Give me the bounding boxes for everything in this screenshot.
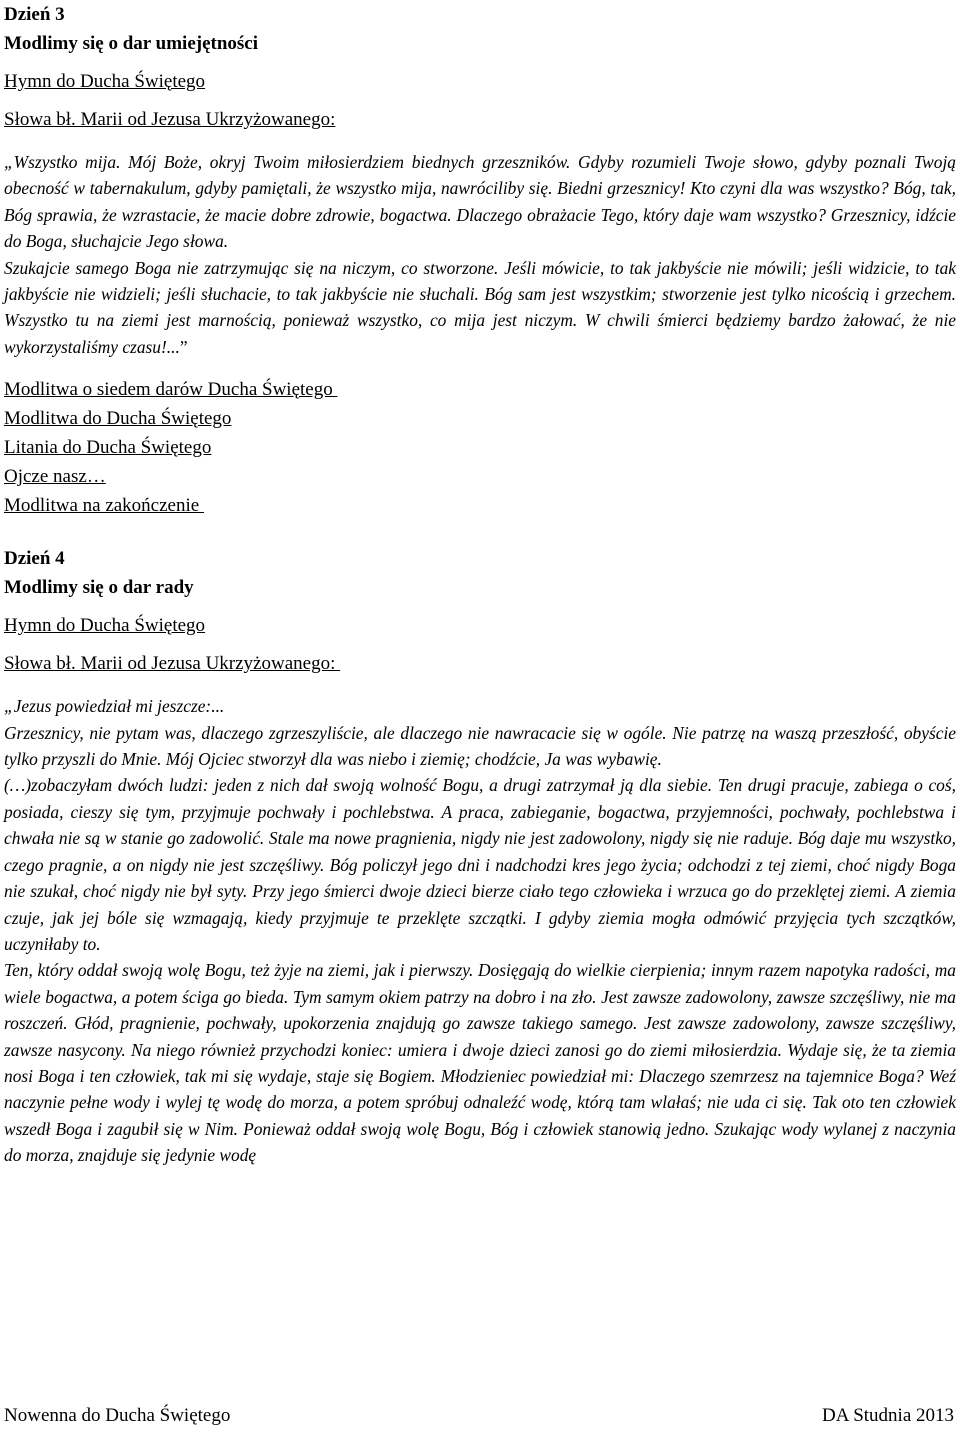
- day4-quote-paragraph: [4, 772, 956, 957]
- quote-text: „Wszystko mija. Mój Boże, okryj Twoim miłosierdziem biednych grzeszników. Gdyby rozumieli Twoje słowo, gdyby poznali Twoją obecność w tabernakulum, gdyby pamiętali, że wszystko mija, nawróciliby się. Biedni grzesznicy! Kto czyni dla was wszystko? Bóg, tak, Bóg sprawia, że wzrastacie, że macie dobre zdrowie, bogactwa. Dlaczego obrażacie Tego, który daje wam wszystko? Grzesznicy, idźcie do Boga, słuchajcie Jego słowa.: [4, 152, 956, 252]
- day3-label: Dzień 3: [4, 4, 65, 25]
- day3-words-link[interactable]: Słowa bł. Marii od Jezusa Ukrzyżowanego:: [4, 109, 336, 130]
- prayer-link-holy-spirit[interactable]: Modlitwa do Ducha Świętego: [4, 408, 232, 430]
- day3-prayer-links: [4, 375, 956, 520]
- footer-title: Nowenna do Ducha Świętego: [4, 1405, 231, 1426]
- day3-hymn-link[interactable]: Hymn do Ducha Świętego: [4, 71, 206, 92]
- document-page: [4, 0, 956, 1169]
- quote-text: Grzesznicy, nie pytam was, dlaczego zgrzeszyliście, ale dlaczego nie nawracacie się w ogóle. Nie patrzę na waszą przeszłość, obyście tylko przyszli do Mnie. Mój Ojciec stworzył dla was niebo i ziemię; chodźcie, Ja was wybawię.: [4, 722, 956, 770]
- day4-quote: [4, 693, 956, 1168]
- day3-title: Modlimy się o dar umiejętności: [4, 33, 259, 54]
- day4-section: [4, 544, 956, 1168]
- page-footer: [4, 1403, 954, 1429]
- day4-quote-paragraph: [4, 720, 956, 773]
- day4-label: Dzień 4: [4, 548, 65, 570]
- day4-quote-paragraph: [4, 957, 956, 1168]
- day3-section: [4, 0, 956, 520]
- quote-text: ”: [179, 336, 188, 357]
- day3-quote-paragraph: [4, 149, 956, 255]
- day4-quote-paragraph: [4, 693, 956, 719]
- prayer-link-litany[interactable]: Litania do Ducha Świętego: [4, 437, 212, 459]
- footer-publisher: DA Studnia 2013: [822, 1405, 954, 1426]
- day4-hymn-link[interactable]: Hymn do Ducha Świętego: [4, 615, 206, 637]
- day4-words-link[interactable]: Słowa bł. Marii od Jezusa Ukrzyżowanego:: [4, 653, 341, 675]
- day3-quote-paragraph: [4, 255, 956, 361]
- day3-quote: [4, 149, 956, 360]
- prayer-link-seven-gifts[interactable]: Modlitwa o siedem darów Ducha Świętego: [4, 379, 338, 401]
- quote-text: „Jezus powiedział mi jeszcze:...: [4, 696, 225, 717]
- quote-text: (…)zobaczyłam dwóch ludzi: jeden z nich dał swoją wolność Bogu, a drugi zatrzymał ją dla siebie. Ten drugi pracuje, zabiega o coś, posiada, cieszy się tym, przyjmuje pochwały i pochlebstwa. A praca, zabieganie, bogactwa, przyjemności, pochwały, pochlebstwa i chwała nie są w stanie go zadowolić. Stale ma nowe pragnienia, nigdy nie jest zadowolony, nigdy się nie raduje. Bóg daje mu wszystko, czego pragnie, a on nigdy nie jest szczęśliwy. Bóg policzył jego dni i nadchodzi kres jego życia; odchodzi z tej ziemi, choć nigdy Boga nie szukał, choć nigdy nie był syty. Przy jego śmierci dwoje dzieci bierze ciało tego człowieka i wrzuca go do przeklętej ziemi. A ziemia czuje, jak jej bóle się wzmagają, kiedy przyjmuje te przeklęte szczątki. I gdyby ziemia mogła odmówić przyjęcia tych szczątków, uczyniłaby to.: [4, 775, 956, 954]
- quote-text: Ten, który oddał swoją wolę Bogu, też żyje na ziemi, jak i pierwszy. Dosięgają do wielkie cierpienia; innym razem napotyka radości, ma wiele bogactwa, a potem ściga go bieda. Tym samym okiem patrzy na dobro i na zło. Jest zawsze zadowolony, zawsze szczęśliwy, nie ma roszczeń. Głód, pragnienie, pochwały, upokorzenia znajdują go zawsze takiego samego. Jest zawsze zadowolony, zawsze szczęśliwy, zawsze nasycony. Na niego również przychodzi koniec: umiera i dwoje dzieci zanosi go do ziemi miłosierdzia. Wydaje się, że ta ziemia nosi Boga i ten człowiek, tak mi się wydaje, staje się Bogiem. Młodzieniec powiedział mi: Dlaczego szemrzesz na tajemnice Boga? Weź naczynie pełne wody i wylej tę wodę do morza, a potem spróbuj odnaleźć wodę, którą tam wlałaś; nie uda ci się. Tak oto ten człowiek wszedł Boga i zagubił się w Nim. Ponieważ oddał swoją wolę Bogu, Bóg i człowiek stanowią jedno. Szukając wody wylanej z naczynia do morza, znajduje się jedynie wodę: [4, 960, 956, 1166]
- quote-text: Szukajcie samego Boga nie zatrzymując się na niczym, co stworzone. Jeśli mówicie, to tak jakbyście nie mówili; jeśli widzicie, to tak jakbyście nie widzieli; jeśli słuchacie, to tak jakbyście nie słuchali. Bóg sam jest wszystkim; stworzenie jest tylko nicością i grzechem. Wszystko tu na ziemi jest marnością, ponieważ wszystko, co mija jest niczym. W chwili śmierci będziemy bardzo żałować, że nie wykorzystaliśmy czasu!...: [4, 257, 956, 357]
- day4-title: Modlimy się o dar rady: [4, 577, 194, 599]
- prayer-link-closing[interactable]: Modlitwa na zakończenie: [4, 495, 204, 517]
- prayer-link-our-father[interactable]: Ojcze nasz…: [4, 466, 106, 488]
